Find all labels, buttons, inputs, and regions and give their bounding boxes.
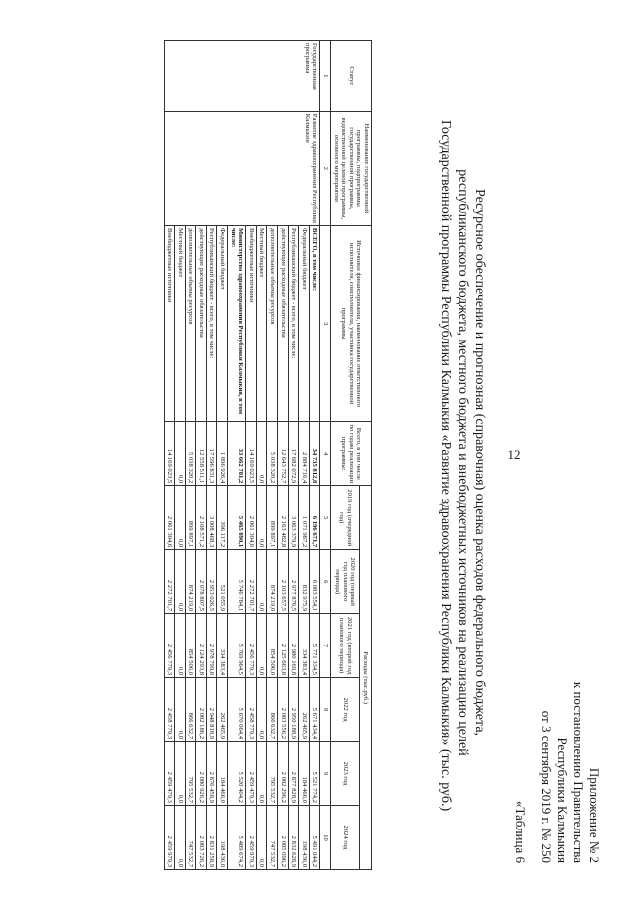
col-number: 2 <box>320 111 331 225</box>
value-cell: 2 831 258,9 <box>206 805 217 869</box>
funding-source-cell: Внебюджетные источники <box>246 225 257 421</box>
value-cell: 6 083 554,1 <box>309 550 320 614</box>
value-cell: 0,0 <box>175 805 186 869</box>
value-cell: 184 466,0 <box>217 742 228 806</box>
table-header-row-1 <box>360 41 372 870</box>
funding-source-cell: Федеральный бюджет <box>217 225 228 421</box>
value-cell: 198 436,0 <box>217 805 228 869</box>
value-cell: 12 643 752,7 <box>278 422 289 486</box>
column-number-row <box>320 41 331 870</box>
value-cell: 2 125 663,8 <box>278 614 289 678</box>
header-total: Всего, в том числе по годам реализации программы: <box>331 422 372 486</box>
value-cell: 0,0 <box>256 805 267 869</box>
value-cell: 33 662 781,2 <box>228 422 246 486</box>
value-cell: 396 117,2 <box>217 486 228 550</box>
value-cell: 1 896 926,4 <box>217 422 228 486</box>
value-cell: 0,0 <box>175 678 186 742</box>
value-cell: 795 532,7 <box>267 742 278 806</box>
value-cell: 2 459 979,3 <box>246 805 257 869</box>
value-cell: 2 458 779,3 <box>164 678 175 742</box>
value-cell: 2 980 169,8 <box>288 614 299 678</box>
value-cell: 3 063 379,9 <box>288 486 299 550</box>
funding-source-cell: Министерство здравоохранения Республики Калмыкия, в том числе: <box>228 225 246 421</box>
value-cell: 866 632,7 <box>185 678 196 742</box>
page-number: 12 <box>507 447 521 462</box>
value-cell: 2 082 186,2 <box>196 678 207 742</box>
value-cell: 2 950 188,9 <box>288 678 299 742</box>
header-status: Статус <box>331 41 372 112</box>
value-cell: 5 521 774,2 <box>309 742 320 806</box>
title-line-2: республиканского бюджета, местного бюджета и внебюджетных источников на реализацию целей <box>455 169 470 756</box>
value-cell: 795 532,7 <box>185 742 196 806</box>
funding-source-cell: Местный бюджет <box>175 225 186 421</box>
col-number: 9 <box>320 742 331 806</box>
value-cell: 2 085 096,2 <box>278 805 289 869</box>
decree-line-3: от 3 сентября 2019 г. № 250 <box>539 710 554 863</box>
value-cell: 2 458 779,3 <box>246 678 257 742</box>
value-cell: 5 491 044,2 <box>309 805 320 869</box>
value-cell: 0,0 <box>256 486 267 550</box>
col-number: 4 <box>320 422 331 486</box>
value-cell: 0,0 <box>256 614 267 678</box>
value-cell: 874 219,0 <box>267 550 278 614</box>
value-cell: 3 008 468,3 <box>206 486 217 550</box>
col-number: 8 <box>320 678 331 742</box>
value-cell: 2 948 818,9 <box>206 678 217 742</box>
value-cell: 0,0 <box>175 422 186 486</box>
value-cell: 2 061 304,6 <box>246 486 257 550</box>
value-cell: 334 383,4 <box>217 614 228 678</box>
title-line-3: Государственной программы Республики Калмыкия «Развитие здравоохранения Республики Калмыкия» (тыс. руб.) <box>438 120 453 812</box>
value-cell: 2 832 628,9 <box>288 805 299 869</box>
value-cell: 2 124 293,8 <box>196 614 207 678</box>
col-number: 10 <box>320 805 331 869</box>
decree-line-1: к постановлению Правительства <box>571 681 586 863</box>
header-year-2020: 2020 год (первый год планового периода) <box>331 550 360 614</box>
value-cell: 0,0 <box>256 422 267 486</box>
budget-table-wrapper <box>164 40 372 870</box>
value-cell: 2 103 657,5 <box>278 550 289 614</box>
value-cell: 866 632,7 <box>267 678 278 742</box>
header-expenses: Расходы (тыс.руб.) <box>360 486 372 870</box>
value-cell: 832 975,9 <box>299 550 310 614</box>
value-cell: 854 506,0 <box>185 614 196 678</box>
table-body <box>164 41 320 870</box>
value-cell: 5 520 404,2 <box>228 742 246 806</box>
value-cell: 521 055,9 <box>217 550 228 614</box>
value-cell: 2 459 979,3 <box>164 805 175 869</box>
value-cell: 262 465,9 <box>299 678 310 742</box>
value-cell: 2 078 807,5 <box>196 550 207 614</box>
funding-source-cell: Местный бюджет <box>256 225 267 421</box>
col-number: 3 <box>320 225 331 421</box>
funding-source-cell: Республиканский бюджет - всего, в том числе: <box>288 225 299 421</box>
value-cell: 262 465,9 <box>217 678 228 742</box>
value-cell: 2 884 716,4 <box>299 422 310 486</box>
value-cell: 2 061 304,6 <box>164 486 175 550</box>
header-year-2019: 2019 год (очередной год) <box>331 486 360 550</box>
funding-source-cell: действующие расходные обязательства <box>196 225 207 421</box>
value-cell: 2 082 296,2 <box>278 742 289 806</box>
value-cell: 17 682 072,9 <box>288 422 299 486</box>
value-cell: 2 083 726,2 <box>196 805 207 869</box>
value-cell: 5 771 334,5 <box>309 614 320 678</box>
value-cell: 2 459 479,3 <box>246 742 257 806</box>
col-number: 7 <box>320 614 331 678</box>
table-row <box>309 41 320 870</box>
value-cell: 2 953 026,5 <box>206 550 217 614</box>
funding-source-cell: дополнительные объемы ресурсов <box>185 225 196 421</box>
funding-source-cell: действующие расходные обязательства <box>278 225 289 421</box>
table-label: «Таблица 6 <box>513 800 528 863</box>
value-cell: 198 436,0 <box>299 805 310 869</box>
title-line-1: Ресурсное обеспечение и прогнозная (справочная) оценка расходов федерального бюджета, <box>472 188 487 737</box>
value-cell: 17 596 831,3 <box>206 422 217 486</box>
value-cell: 2 272 701,7 <box>246 550 257 614</box>
header-year-2022: 2022 год <box>331 678 360 742</box>
value-cell: 747 532,7 <box>185 805 196 869</box>
value-cell: 899 897,1 <box>185 486 196 550</box>
appendix-header <box>538 533 602 863</box>
value-cell: 5 489 674,2 <box>228 805 246 869</box>
value-cell: 2 459 479,3 <box>164 742 175 806</box>
value-cell: 874 219,0 <box>185 550 196 614</box>
value-cell: 5 038 320,2 <box>185 422 196 486</box>
value-cell: 0,0 <box>175 742 186 806</box>
value-cell: 2 108 571,2 <box>196 486 207 550</box>
decree-line-2: Республики Калмыкия <box>555 737 570 863</box>
value-cell: 854 506,0 <box>267 614 278 678</box>
value-cell: 34 735 812,8 <box>309 422 320 486</box>
value-cell: 184 466,0 <box>299 742 310 806</box>
value-cell: 5 038 320,2 <box>267 422 278 486</box>
value-cell: 5 465 890,1 <box>228 486 246 550</box>
value-cell: 0,0 <box>175 486 186 550</box>
value-cell: 0,0 <box>256 742 267 806</box>
program-name-cell: Развитие здравоохранения Республики Калмыкия <box>164 111 320 225</box>
budget-table <box>164 40 372 870</box>
header-funding-source: Источники финансирования, наименование ответственного исполнителя, соисполнителя, участника государственной программы <box>331 225 372 421</box>
header-year-2024: 2024 год <box>331 805 360 869</box>
value-cell: 5 769 964,5 <box>228 614 246 678</box>
value-cell: 14 169 023,5 <box>164 422 175 486</box>
value-cell: 5 670 064,4 <box>228 678 246 742</box>
col-number: 5 <box>320 486 331 550</box>
value-cell: 2 080 926,2 <box>196 742 207 806</box>
value-cell: 747 532,7 <box>267 805 278 869</box>
value-cell: 2 977 876,5 <box>288 550 299 614</box>
value-cell: 1 071 987,2 <box>299 486 310 550</box>
value-cell: 0,0 <box>175 614 186 678</box>
value-cell: 6 196 671,7 <box>309 486 320 550</box>
header-program-name: Наименование государственной программы, подпрограммы государственной программы, ведомственной целевой программы, основного мероприятия <box>331 111 372 225</box>
status-cell: Государственная программа <box>164 41 320 112</box>
value-cell: 0,0 <box>175 550 186 614</box>
value-cell: 0,0 <box>256 678 267 742</box>
funding-source-cell: дополнительные объемы ресурсов <box>267 225 278 421</box>
value-cell: 2 978 799,8 <box>206 614 217 678</box>
funding-source-cell: ВСЕГО, в том числе: <box>309 225 320 421</box>
col-number: 6 <box>320 550 331 614</box>
funding-source-cell: Республиканский бюджет - всего, в том числе: <box>206 225 217 421</box>
document-title <box>437 120 488 812</box>
value-cell: 0,0 <box>256 550 267 614</box>
value-cell: 2 272 701,7 <box>164 550 175 614</box>
value-cell: 5 671 434,4 <box>309 678 320 742</box>
value-cell: 2 877 828,9 <box>288 742 299 806</box>
header-year-2021: 2021 год (второй год планового периода) <box>331 614 360 678</box>
value-cell: 2 083 556,2 <box>278 678 289 742</box>
value-cell: 12 558 511,1 <box>196 422 207 486</box>
col-number: 1 <box>320 41 331 112</box>
funding-source-cell: Федеральный бюджет <box>299 225 310 421</box>
value-cell: 2 163 482,8 <box>278 486 289 550</box>
value-cell: 334 383,4 <box>299 614 310 678</box>
value-cell: 2 456 779,3 <box>164 614 175 678</box>
value-cell: 14 169 023,5 <box>246 422 257 486</box>
value-cell: 2 456 779,3 <box>246 614 257 678</box>
value-cell: 5 746 784,1 <box>228 550 246 614</box>
header-year-2023: 2023 год <box>331 742 360 806</box>
value-cell: 2 876 458,9 <box>206 742 217 806</box>
appendix-label: Приложение № 2 <box>587 767 602 863</box>
funding-source-cell: Внебюджетные источники <box>164 225 175 421</box>
value-cell: 899 897,1 <box>267 486 278 550</box>
